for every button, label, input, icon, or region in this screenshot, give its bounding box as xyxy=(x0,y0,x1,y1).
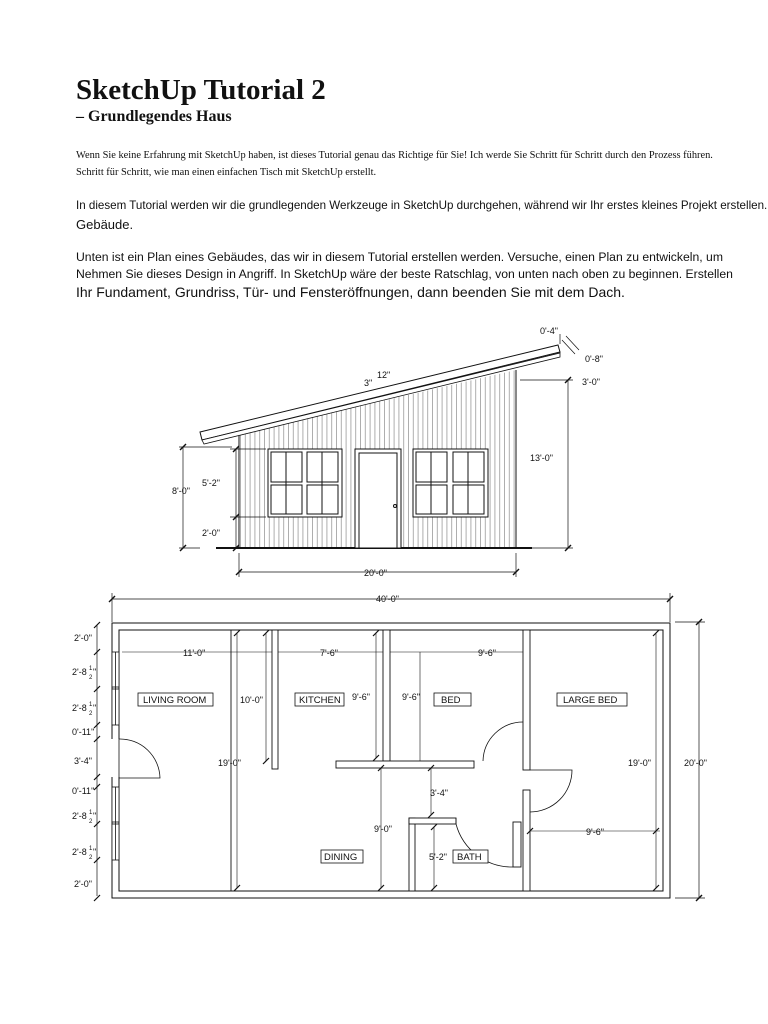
plan-bed-door xyxy=(483,722,523,761)
plan-dim-kitchen-depth: 9'-6" xyxy=(352,692,370,702)
left-dim-3-frac-num: 1 xyxy=(89,702,93,708)
paragraph-2-line-1: In diesem Tutorial werden wir die grundlegenden Werkzeuge in SketchUp durchgehen, während wir Ihr erstes kleines Projekt erstellen. xyxy=(76,199,768,212)
left-dim-7-frac-num: 1 xyxy=(89,810,93,816)
front-elevation xyxy=(172,326,603,578)
elevation-window-right xyxy=(413,449,488,517)
plan-dim-dining-depth: 9'-0" xyxy=(374,824,392,834)
left-dim-7-inch: " xyxy=(93,811,97,821)
left-dim-1: 2'-0" xyxy=(74,633,92,643)
plan-dim-living-full: 19'-0" xyxy=(218,758,241,768)
elevation-dim-window-height: 5'-2" xyxy=(202,478,220,488)
elevation-window-left xyxy=(268,449,342,517)
left-dim-7-frac-den: 2 xyxy=(89,819,93,825)
room-label-kitchen: KITCHEN xyxy=(299,695,341,706)
paragraph-1-line-2: Schritt für Schritt, wie man einen einfachen Tisch mit SketchUp erstellt. xyxy=(76,167,377,178)
paragraph-3-line-3: Ihr Fundament, Grundriss, Tür- und Fensteröffnungen, dann beenden Sie mit dem Dach. xyxy=(76,284,625,300)
page-title: SketchUp Tutorial 2 xyxy=(76,74,326,106)
left-dim-4: 0'-11" xyxy=(72,727,95,737)
left-dim-8-frac-num: 1 xyxy=(89,846,93,852)
elevation-dim-overhang: 0'-4" xyxy=(540,326,558,336)
paragraph-2-line-2: Gebäude. xyxy=(76,217,134,232)
left-dim-7: 2'-8 xyxy=(72,811,87,821)
left-dim-2-frac-den: 2 xyxy=(89,675,93,681)
plan-dim-living-width: 11'-0" xyxy=(183,648,206,658)
plan-dim-kitchen-width: 7'-6" xyxy=(320,648,338,658)
paragraph-3-line-2: Nehmen Sie dieses Design in Angriff. In SketchUp wäre der beste Ratschlag, von unten nach oben zu beginnen. Erstellen xyxy=(76,267,733,281)
elevation-dim-tall-wall: 13'-0" xyxy=(530,453,553,463)
left-dim-2: 2'-8 xyxy=(72,667,87,677)
room-label-dining: DINING xyxy=(324,852,358,863)
plan-dim-living-depth: 10'-0" xyxy=(240,695,263,705)
plan-dim-large-bed-depth: 19'-0" xyxy=(628,758,651,768)
left-dim-2-inch: " xyxy=(93,667,97,677)
left-dim-8-frac-den: 2 xyxy=(89,855,93,861)
plan-dim-bed-depth: 9'-6" xyxy=(402,692,420,702)
plan-dim-bath-depth: 5'-2" xyxy=(429,852,447,862)
plan-dim-hall: 3'-4" xyxy=(430,788,448,798)
plan-front-door xyxy=(119,739,160,778)
room-label-bed: BED xyxy=(441,695,461,706)
page-subtitle: – Grundlegendes Haus xyxy=(76,108,232,125)
plan-large-bed-door xyxy=(530,770,572,812)
elevation-door xyxy=(355,449,401,548)
left-dim-3: 2'-8 xyxy=(72,703,87,713)
paragraph-1-line-1: Wenn Sie keine Erfahrung mit SketchUp haben, ist dieses Tutorial genau das Richtige für Sie! Ich werde Sie Schritt für Schritt durch den Prozess führen. xyxy=(76,150,713,161)
left-dim-5: 3'-4" xyxy=(74,756,92,766)
elevation-dim-fascia: 0'-8" xyxy=(585,354,603,364)
left-dim-9: 2'-0" xyxy=(74,879,92,889)
elevation-dim-width: 20'-0" xyxy=(364,568,387,578)
left-dim-8: 2'-8 xyxy=(72,847,87,857)
left-dim-2-frac-num: 1 xyxy=(89,666,93,672)
elevation-pitch-run: 12" xyxy=(377,370,391,380)
left-dim-6: 0'-11" xyxy=(72,786,95,796)
elevation-pitch-rise: 3" xyxy=(364,378,373,388)
paragraph-3-line-1: Unten ist ein Plan eines Gebäudes, das wir in diesem Tutorial erstellen werden. Versuche, einen Plan zu entwickeln, um xyxy=(76,250,723,264)
elevation-dim-sill: 2'-0" xyxy=(202,528,220,538)
left-dim-3-inch: " xyxy=(93,703,97,713)
elevation-dim-short-wall: 8'-0" xyxy=(172,486,190,496)
plan-dim-total-width: 20'-0" xyxy=(684,758,707,768)
room-label-large-bed: LARGE BED xyxy=(563,695,618,706)
floor-plan xyxy=(72,593,707,901)
elevation-dim-rise: 3'-0" xyxy=(582,377,600,387)
left-dim-8-inch: " xyxy=(93,847,97,857)
plan-dim-total-length: 40'-0" xyxy=(376,594,399,604)
plan-dim-large-bed-width: 9'-6" xyxy=(586,827,604,837)
exterior-wall xyxy=(112,623,670,898)
room-label-living: LIVING ROOM xyxy=(143,695,207,706)
left-dim-3-frac-den: 2 xyxy=(89,711,93,717)
room-label-bath: BATH xyxy=(457,852,482,863)
plan-dim-bed-width: 9'-6" xyxy=(478,648,496,658)
